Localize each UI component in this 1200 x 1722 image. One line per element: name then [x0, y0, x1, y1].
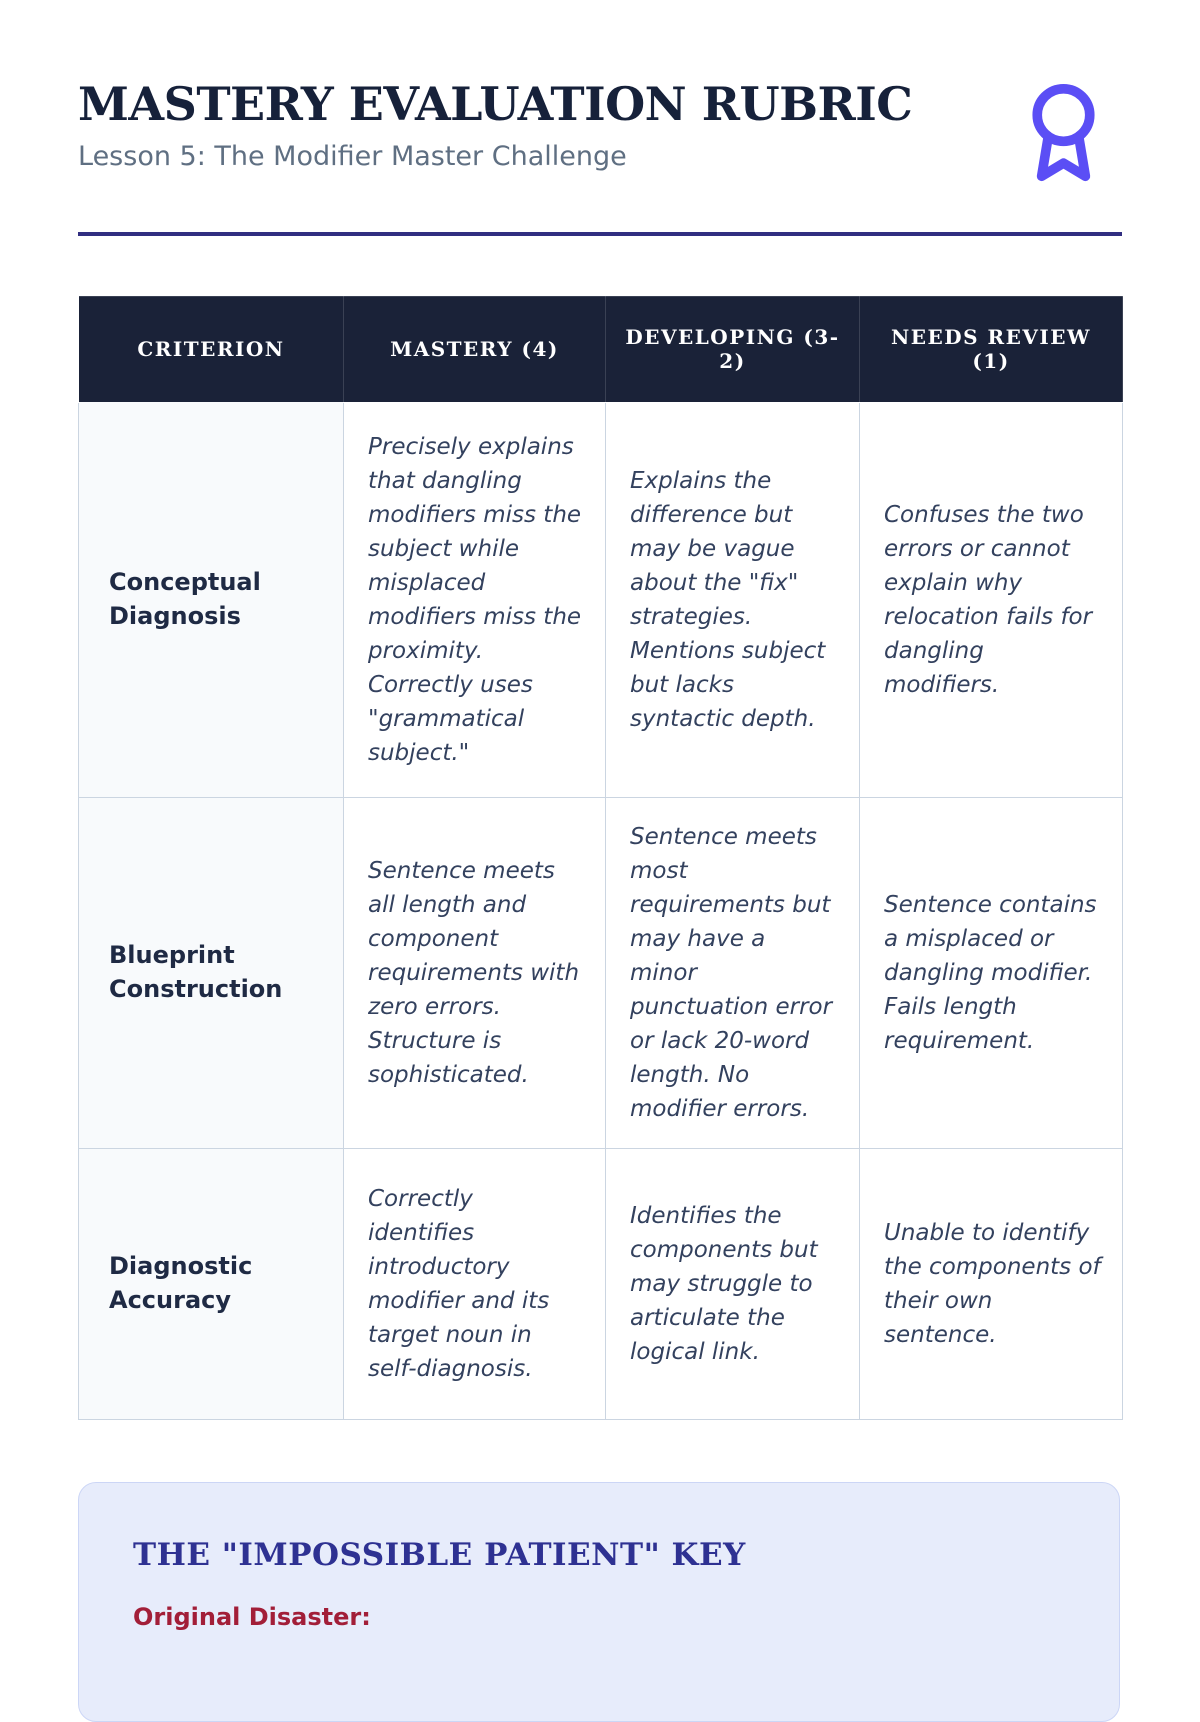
- page-subtitle: Lesson 5: The Modifier Master Challenge: [78, 140, 627, 172]
- criterion-cell: Blueprint Construction: [79, 797, 344, 1148]
- criterion-cell: Conceptual Diagnosis: [79, 402, 344, 797]
- column-header-mastery: MASTERY (4): [344, 296, 606, 402]
- table-row: [79, 797, 1123, 1148]
- needs-review-cell: Confuses the two errors or cannot explain why relocation fails for dangling modifiers.: [860, 402, 1123, 797]
- award-ribbon-icon: [1011, 80, 1116, 185]
- table-row: [79, 1148, 1123, 1419]
- criterion-cell: Diagnostic Accuracy: [79, 1148, 344, 1419]
- developing-cell: Explains the difference but may be vague about the "fix" strategies. Mentions subject but lacks syntactic depth.: [606, 402, 860, 797]
- rubric-table: [78, 296, 1123, 1420]
- original-disaster-label: Original Disaster:: [133, 1602, 371, 1631]
- key-section: [78, 1482, 1120, 1722]
- needs-review-cell: Sentence contains a misplaced or dangling modifier. Fails length requirement.: [860, 797, 1123, 1148]
- key-section-title: THE "IMPOSSIBLE PATIENT" KEY: [133, 1536, 746, 1573]
- header-divider: [78, 232, 1122, 236]
- column-header-criterion: CRITERION: [79, 296, 344, 402]
- table-header-row: [79, 296, 1123, 402]
- page-title: MASTERY EVALUATION RUBRIC: [78, 77, 913, 131]
- document-header: [78, 78, 1122, 236]
- mastery-cell: Precisely explains that dangling modifiers miss the subject while misplaced modifiers miss the proximity. Correctly uses "grammatical subject.": [344, 402, 606, 797]
- column-header-developing: DEVELOPING (3-2): [606, 296, 860, 402]
- mastery-cell: Correctly identifies introductory modifier and its target noun in self-diagnosis.: [344, 1148, 606, 1419]
- table-row: [79, 402, 1123, 797]
- developing-cell: Identifies the components but may struggle to articulate the logical link.: [606, 1148, 860, 1419]
- column-header-needs-review: NEEDS REVIEW (1): [860, 296, 1123, 402]
- mastery-cell: Sentence meets all length and component requirements with zero errors. Structure is sophisticated.: [344, 797, 606, 1148]
- developing-cell: Sentence meets most requirements but may have a minor punctuation error or lack 20-word length. No modifier errors.: [606, 797, 860, 1148]
- needs-review-cell: Unable to identify the components of their own sentence.: [860, 1148, 1123, 1419]
